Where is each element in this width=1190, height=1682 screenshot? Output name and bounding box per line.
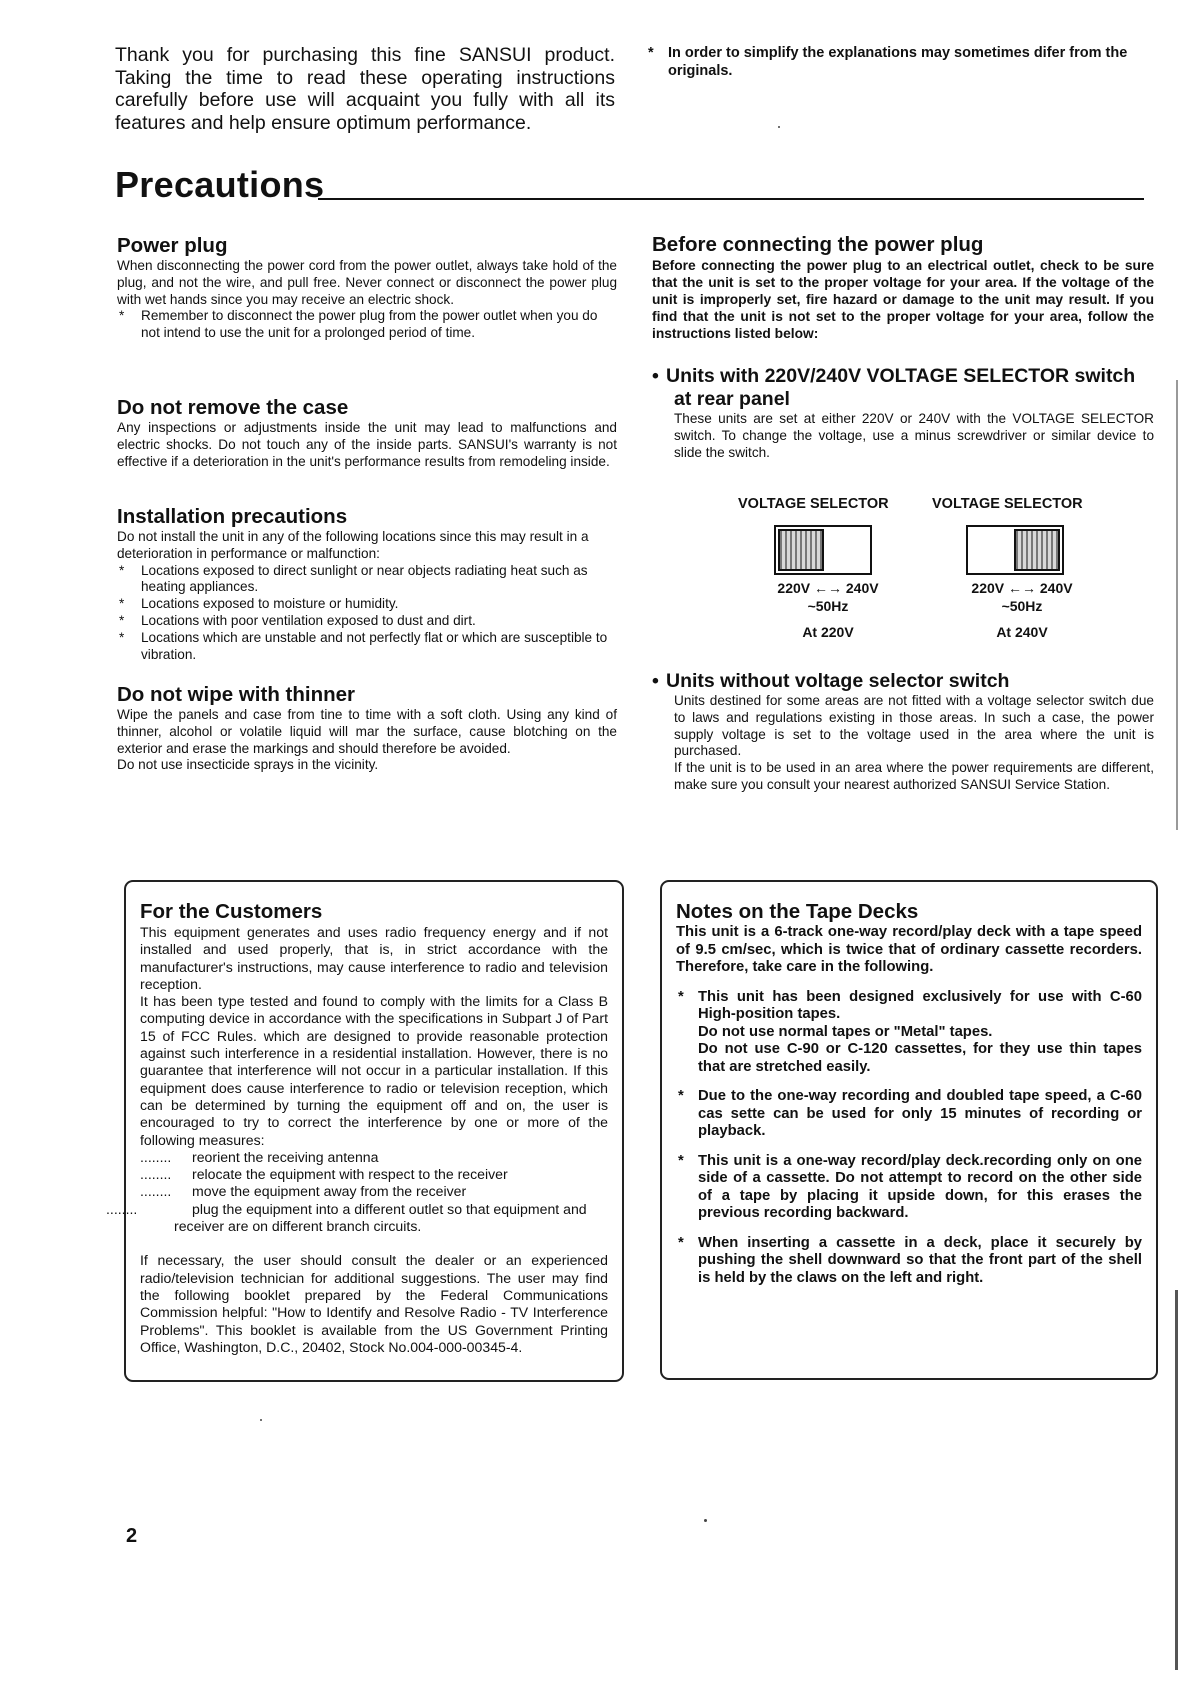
installation-bullet-text: Locations with poor ventilation exposed to dust and dirt. — [141, 612, 476, 628]
voltage-selector-diagram-240 — [932, 496, 1112, 640]
with-selector-heading-line2: at rear panel — [674, 388, 790, 410]
leader-dots: ........ — [140, 1148, 172, 1165]
bullet-asterisk: * — [678, 1088, 684, 1104]
selector-switch-220 — [774, 525, 872, 575]
section-installation — [117, 505, 617, 663]
note-text: In order to simplify the explanations may sometimes difer from the originals. — [668, 45, 1128, 79]
without-selector-body: Units destined for some areas are not fitted with a voltage selector switch due to laws and regulations existing in those areas. In such a case, the power supply voltage is set to the voltage used in the area where the unit is purchased. — [674, 693, 1154, 759]
installation-bullet-text: Locations exposed to moisture or humidity. — [141, 596, 399, 612]
section-with-selector — [652, 365, 1154, 461]
tape-item-line: This unit is a one-way record/play deck.recording only on one side of a cassette. Do not attempt to record on the other side of a tape by placing it upside down, for this erases the previous recording backward. — [698, 1152, 1142, 1221]
scan-edge-line — [1176, 380, 1178, 830]
section-without-selector — [652, 670, 1154, 794]
bullet-asterisk: * — [119, 629, 125, 645]
scan-speck — [778, 126, 780, 128]
before-connecting-body: Before connecting the power plug to an electrical outlet, check to be sure that the unit is set to the proper voltage for your area. If the voltage of the unit is improperly set, fire hazard or damage to the unit may result. If you find that the unit is not set to the proper voltage for your area, follow the instructions listed below: — [652, 258, 1154, 341]
remove-case-body: Any inspections or adjustments inside the unit may lead to malfunctions and electric shocks. Do not touch any of the inside parts. SANSUI's warranty is not effective if a deterioration in the unit's performance results from remodeling inside. — [117, 420, 617, 469]
page-number: 2 — [126, 1525, 138, 1547]
leader-dots: ........ — [106, 1200, 138, 1217]
page-title: Precautions — [115, 164, 325, 205]
tape-item — [676, 989, 1142, 1077]
customers-p3: If necessary, the user should consult the dealer or an experienced radio/television technician for additional suggestions. The user may find the following booklet prepared by the Federal Communications Commission helpful: "How to Identify and Resolve Radio - TV Interference Problems". This booklet is available from the US Government Printing Office, Washington, D.C., 20402, Stock No.004-000-00345-4. — [140, 1252, 608, 1355]
tape-item — [676, 1088, 1142, 1141]
customers-measure — [140, 1183, 608, 1200]
with-selector-heading-line1: Units with 220V/240V VOLTAGE SELECTOR switch — [666, 365, 1136, 387]
section-thinner — [117, 683, 617, 774]
tape-item — [676, 1235, 1142, 1288]
tape-item-line: When inserting a cassette in a deck, place it securely by pushing the shell downward so that the front part of the shell is held by the claws on the left and right. — [698, 1234, 1142, 1286]
leader-dots: ........ — [140, 1166, 172, 1183]
measure-text: relocate the equipment with respect to the receiver — [192, 1166, 508, 1183]
customers-p2: It has been type tested and found to comply with the limits for a Class B computing device in accordance with the specifications in Subpart J of Part 15 of FCC Rules. which are designed to provide reasonable protection against such interference in a residential installation. However, there is no guarantee that interference will not occur in a particular installation. If this equipment does cause interference to radio or television reception, which can be determined by turning the equipment off and on, the user is encouraged to try to correct the interference by one or more of the following measures: — [140, 993, 608, 1148]
customers-content — [106, 900, 608, 1356]
thinner-body: Wipe the panels and case from tine to time with a soft cloth. Using any kind of thinner, alcohol or volatile liquid will mar the surface, cause blotching on the exterior and erase the markings and should therefore be avoided. — [117, 707, 617, 756]
installation-bullet — [117, 630, 617, 664]
diagram-freq: ~50Hz — [1001, 598, 1043, 614]
diagram-caption: At 240V — [996, 624, 1048, 640]
bullet-asterisk: * — [678, 988, 684, 1005]
tape-item-line: Do not use normal tapes or "Metal" tapes. — [698, 1023, 993, 1040]
diagram-range: 220V ←→ 240V — [971, 580, 1073, 596]
selector-switch-240 — [966, 525, 1064, 575]
bullet-asterisk: * — [119, 596, 125, 612]
bullet-asterisk: * — [119, 562, 125, 578]
power-plug-heading: Power plug — [117, 234, 228, 257]
measure-text: plug the equipment into a different outlet so that equipment and receiver are on different branch circuits. — [174, 1200, 587, 1235]
customers-measure — [140, 1149, 608, 1166]
without-selector-heading-text: Units without voltage selector switch — [666, 670, 1010, 692]
voltage-selector-diagram-220 — [738, 496, 918, 640]
section-before-connecting — [652, 233, 1154, 342]
installation-heading: Installation precautions — [117, 505, 348, 528]
tape-item — [676, 1153, 1142, 1223]
leader-dots: ........ — [140, 1183, 172, 1200]
remove-case-heading: Do not remove the case — [117, 396, 349, 419]
power-plug-body: When disconnecting the power cord from the power outlet, always take hold of the plug, and not the wire, and pull free. Never connect or disconnect the power plug with wet hands since you may receive an electric shock. — [117, 258, 617, 307]
customers-box — [106, 880, 624, 1382]
customers-measure — [106, 1200, 608, 1236]
diagram-label: VOLTAGE SELECTOR — [738, 496, 889, 512]
installation-bullet — [117, 613, 617, 630]
installation-bullet — [117, 596, 617, 613]
customers-measure — [140, 1166, 608, 1183]
tape-item-line: Do not use C-90 or C-120 cassettes, for they use thin tapes that are stretched easily. — [698, 1041, 1142, 1075]
measure-text: move the equipment away from the receiver — [192, 1183, 467, 1200]
scan-edge-line — [1175, 1290, 1178, 1670]
with-selector-body: These units are set at either 220V or 240V with the VOLTAGE SELECTOR switch. To change the voltage, use a minus screwdriver or similar device to slide the switch. — [674, 411, 1154, 460]
without-selector-body-2: If the unit is to be used in an area where the power requirements are different, make sure you consult your nearest authorized SANSUI Service Station. — [674, 760, 1154, 792]
customers-heading: For the Customers — [140, 900, 323, 923]
diagram-label: VOLTAGE SELECTOR — [932, 496, 1083, 512]
bullet-asterisk: * — [678, 1152, 684, 1169]
intro-paragraph: Thank you for purchasing this fine SANSUI product. Taking the time to read these operating instructions carefully before use will acquaint you fully with all its features and help ensure optimum performance. — [115, 44, 615, 134]
switch-knob — [778, 529, 824, 571]
without-selector-heading — [652, 670, 1154, 693]
tape-heading: Notes on the Tape Decks — [676, 900, 919, 923]
before-connecting-heading: Before connecting the power plug — [652, 233, 984, 256]
power-plug-bullet — [117, 308, 617, 342]
bullet-asterisk: * — [678, 1234, 684, 1251]
thinner-heading: Do not wipe with thinner — [117, 683, 356, 706]
note-asterisk: * — [648, 45, 654, 61]
tape-decks-box — [660, 880, 1158, 1380]
diagram-freq: ~50Hz — [807, 598, 849, 614]
tape-content — [676, 900, 1142, 1287]
section-remove-case — [117, 396, 617, 470]
scan-speck — [704, 1519, 707, 1522]
switch-knob — [1014, 529, 1060, 571]
bullet-asterisk: * — [119, 612, 125, 628]
title-underline — [318, 198, 1144, 200]
tape-intro: This unit is a 6-track one-way record/play deck with a tape speed of 9.5 cm/sec, which is twice that of ordinary cassette recorders. Therefore, take care in the following. — [676, 924, 1142, 975]
installation-bullet-text: Locations exposed to direct sunlight or near objects radiating heat such as heating appliances. — [141, 562, 588, 595]
thinner-body-2: Do not use insecticide sprays in the vicinity. — [117, 757, 379, 773]
with-selector-heading — [652, 365, 1154, 388]
installation-body: Do not install the unit in any of the following locations since this may result in a deterioration in performance or malfunction: — [117, 529, 589, 561]
diagram-range: 220V ←→ 240V — [777, 580, 879, 596]
diagram-caption: At 220V — [802, 624, 854, 640]
bullet-dot: • — [652, 365, 659, 387]
scan-speck — [260, 1419, 262, 1421]
customers-p1: This equipment generates and uses radio frequency energy and if not installed and used properly, that is, in strict accordance with the manufacturer's instructions, may cause interference to radio and television reception. — [140, 924, 608, 992]
tape-item-line: Due to the one-way recording and doubled tape speed, a C-60 cas sette can be used for only 15 minutes of recording or playback. — [698, 1088, 1142, 1139]
tape-item-line: This unit has been designed exclusively for use with C-60 High-position tapes. — [698, 988, 1142, 1022]
power-plug-bullet-text: Remember to disconnect the power plug from the power outlet when you do not intend to use the unit for a prolonged period of time. — [141, 308, 598, 341]
installation-bullet-text: Locations which are unstable and not perfectly flat or which are susceptible to vibration. — [141, 629, 608, 662]
installation-bullet — [117, 563, 617, 597]
section-power-plug — [117, 234, 617, 342]
bullet-dot: • — [652, 670, 659, 692]
measure-text: reorient the receiving antenna — [192, 1148, 379, 1165]
simplification-note — [650, 44, 1150, 80]
bullet-asterisk: * — [119, 308, 125, 324]
